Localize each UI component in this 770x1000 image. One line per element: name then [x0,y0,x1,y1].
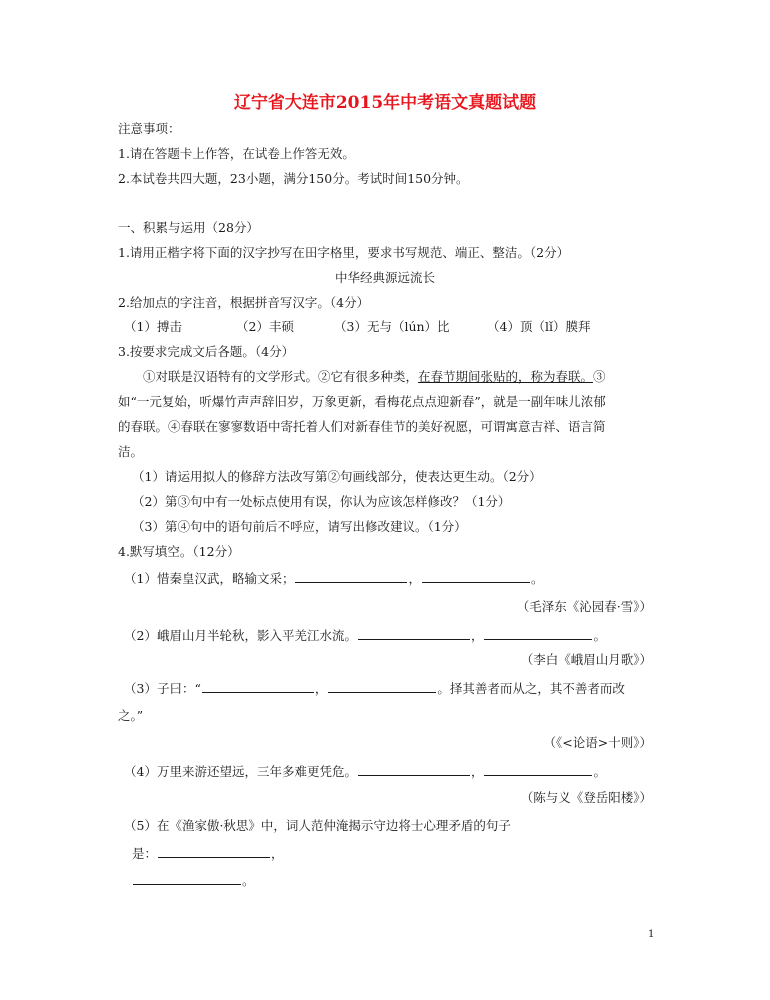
fill-line-5-answer [132,845,284,862]
answer-blank[interactable] [484,763,592,776]
source-4: （陈与义《登岳阳楼》） [520,790,652,805]
line-text: （2）峨眉山月半轮秋，影入平羌江水流。 [124,628,357,643]
answer-blank[interactable] [358,763,470,776]
punctuation: 。 [242,873,255,888]
question-3-sub-2: （2）第③句中有一处标点使用有误，你认为应该怎样修改？（1分） [132,494,511,509]
section-1-heading: 一、积累与运用（28分） [118,220,259,235]
question-3-sub-1: （1）请运用拟人的修辞方法改写第②句画线部分，使表达更生动。（2分） [132,469,542,484]
line-text: （4）万里来游还望远，三年多难更凭危。 [124,764,357,779]
punctuation: ， [314,681,328,696]
punctuation: ， [408,571,421,586]
line-text: 。择其善者而从之，其不善者而改 [437,681,625,696]
answer-blank[interactable] [295,570,407,583]
notice-item-2: 2.本试卷共四大题，23小题，满分150分。考试时间150分钟。 [118,171,469,186]
punctuation: ， [470,764,484,779]
line-text: （3）子曰：“ [124,681,201,696]
source-1: （毛泽东《沁园春·雪》） [516,599,652,614]
fill-line-2 [124,627,606,644]
question-3-prompt: 3.按要求完成文后各题。（4分） [118,344,295,359]
source-2: （李白《峨眉山月歌》） [520,652,652,667]
fill-line-4 [124,763,606,780]
line-text: （1）惜秦皇汉武，略输文采； [124,571,295,586]
question-2-option-2: （2）丰硕 [236,319,294,334]
paragraph-text: ①对联是汉语特有的文学形式。②它有很多种类， [143,369,419,384]
notice-heading: 注意事项： [118,121,181,136]
punctuation: ， [271,846,284,861]
question-1-text: 中华经典源远流长 [334,270,435,285]
question-3-paragraph-line-1 [143,369,606,385]
line-text: 是： [132,846,158,861]
fill-line-3 [124,680,625,697]
question-3-paragraph-line-2: 如“一元复始，听爆竹声声辞旧岁，万象更新，看梅花点点迎新春”，就是一副年味儿浓郁 [118,394,606,409]
question-3-sub-3: （3）第④句中的语句前后不呼应，请写出修改建议。（1分） [132,519,467,534]
answer-blank[interactable] [133,872,241,885]
fill-line-5: （5）在《渔家傲·秋思》中，词人范仲淹揭示守边将士心理矛盾的句子 [124,818,511,833]
fill-line-5-answer-2 [132,872,255,889]
notice-item-1: 1.请在答题卡上作答，在试卷上作答无效。 [118,146,355,161]
question-1-prompt: 1.请用正楷字将下面的汉字抄写在田字格里，要求书写规范、端正、整洁。（2分） [118,245,570,260]
fill-line-1 [124,570,544,587]
punctuation: ， [470,628,484,643]
source-3: （《<论语>十则》） [543,735,652,750]
answer-blank[interactable] [202,680,314,693]
answer-blank[interactable] [328,680,436,693]
question-4-prompt: 4.默写填空。（12分） [118,544,240,559]
question-2-option-3: （3）无与（lún）比 [334,319,450,334]
question-2-prompt: 2.给加点的字注音，根据拼音写汉字。（4分） [118,295,370,310]
question-2-option-1: （1）搏击 [124,319,182,334]
question-3-paragraph-line-4: 洁。 [118,444,144,459]
answer-blank[interactable] [158,845,270,858]
question-3-paragraph-line-3: 的春联。④春联在寥寥数语中寄托着人们对新春佳节的美好祝愿，可谓寓意吉祥、语言简 [118,419,606,434]
punctuation: 。 [593,764,606,779]
question-2-option-4: （4）顶（lǐ）膜拜 [487,319,591,334]
exam-title: 辽宁省大连市2015年中考语文真题试题 [233,93,537,113]
page-number: 1 [648,929,655,940]
answer-blank[interactable] [484,627,592,640]
fill-line-3-continued: 之。” [118,708,144,723]
punctuation: 。 [530,571,544,586]
answer-blank[interactable] [358,627,470,640]
punctuation: 。 [593,628,606,643]
underlined-sentence: 在春节期间张贴的，称为春联。 [418,369,594,384]
paragraph-text: ③ [593,369,606,384]
answer-blank[interactable] [422,570,530,583]
